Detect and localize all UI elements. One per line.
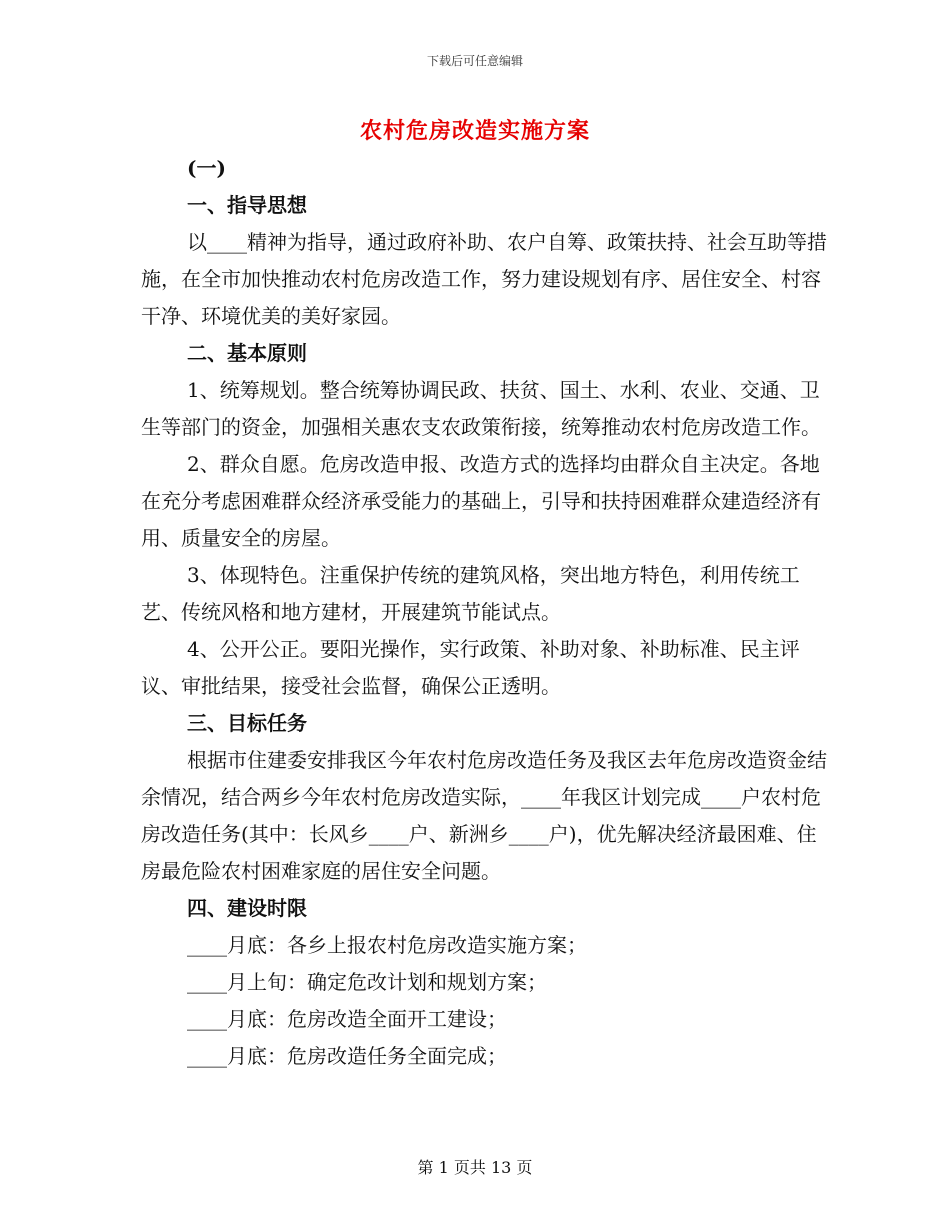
schedule-item: ____月底：危房改造任务全面完成； <box>187 1044 507 1068</box>
paragraph: 以____精神为指导，通过政府补助、农户自筹、政策扶持、社会互助等措施，在全市加快推动农村危房改造工作，努力建设规划有序、居住安全、村容干净、环境优美的美好家园。 <box>141 230 827 328</box>
document-body <box>141 150 831 1075</box>
section-heading: 二、基本原则 <box>187 341 307 365</box>
schedule-item: ____月上旬：确定危改计划和规划方案； <box>187 970 547 994</box>
paragraph: 根据市住建委安排我区今年农村危房改造任务及我区去年危房改造资金结余情况，结合两乡今年农村危房改造实际，____年我区计划完成____户农村危房改造任务(其中：长风乡____户、新洲乡____户)，优先解决经济最困难、住房最危险农村困难家庭的居住安全问题。 <box>141 748 827 883</box>
paragraph: 3、体现特色。注重保护传统的建筑风格，突出地方特色，利用传统工艺、传统风格和地方建材，开展建筑节能试点。 <box>141 563 800 624</box>
document-title: 农村危房改造实施方案 <box>359 118 590 144</box>
paragraph: 2、群众自愿。危房改造申报、改造方式的选择均由群众自主决定。各地在充分考虑困难群众经济承受能力的基础上，引导和扶持困难群众建造经济有用、质量安全的房屋。 <box>141 452 821 550</box>
section-heading: (一) <box>187 156 226 180</box>
page-footer: 第 1 页共 13 页 <box>417 1158 533 1177</box>
section-heading: 四、建设时限 <box>187 896 307 920</box>
paragraph: 4、公开公正。要阳光操作，实行政策、补助对象、补助标准、民主评议、审批结果，接受社会监督，确保公正透明。 <box>141 637 800 698</box>
section-heading: 三、目标任务 <box>187 711 307 735</box>
page-header: 下载后可任意编辑 <box>426 54 523 68</box>
paragraph: 1、统筹规划。整合统筹协调民政、扶贫、国土、水利、农业、交通、卫生等部门的资金，加强相关惠农支农政策衔接，统筹推动农村危房改造工作。 <box>141 378 821 439</box>
section-heading: 一、指导思想 <box>187 193 307 217</box>
schedule-item: ____月底：各乡上报农村危房改造实施方案； <box>187 933 587 957</box>
schedule-item: ____月底：危房改造全面开工建设； <box>187 1007 507 1031</box>
